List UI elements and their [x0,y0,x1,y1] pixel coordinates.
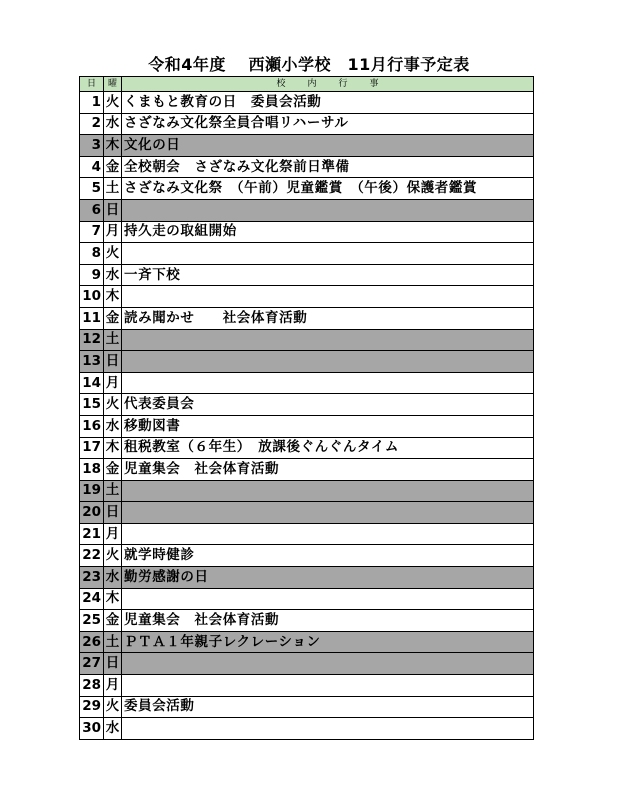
header-events: 校内行事 [122,77,534,92]
event-cell: 持久走の取組開始 [122,221,534,243]
day-cell: 20 [80,502,104,524]
weekday-cell: 日 [104,351,122,373]
event-cell: 一斉下校 [122,264,534,286]
weekday-cell: 土 [104,329,122,351]
table-row [80,696,534,718]
weekday-cell: 月 [104,221,122,243]
day-cell: 11 [80,307,104,329]
event-cell: さざなみ文化祭全員合唱リハーサル [122,113,534,135]
weekday-cell: 金 [104,459,122,481]
weekday-cell: 日 [104,653,122,675]
table-row [80,523,534,545]
day-cell: 3 [80,135,104,157]
weekday-cell: 水 [104,113,122,135]
event-cell: くまもと教育の日 委員会活動 [122,92,534,114]
event-cell [122,286,534,308]
table-row [80,178,534,200]
table-row [80,588,534,610]
table-row [80,610,534,632]
table-row [80,286,534,308]
event-cell: 委員会活動 [122,696,534,718]
event-cell [122,653,534,675]
table-row [80,243,534,265]
weekday-cell: 木 [104,135,122,157]
day-cell: 9 [80,264,104,286]
table-row [80,351,534,373]
table-row [80,502,534,524]
event-cell [122,523,534,545]
table-row [80,480,534,502]
day-cell: 6 [80,199,104,221]
weekday-cell: 火 [104,92,122,114]
weekday-cell: 金 [104,307,122,329]
event-cell: 代表委員会 [122,394,534,416]
table-row [80,135,534,157]
event-cell: 児童集会 社会体育活動 [122,459,534,481]
weekday-cell: 水 [104,415,122,437]
weekday-cell: 火 [104,243,122,265]
event-cell [122,675,534,697]
day-cell: 30 [80,718,104,740]
table-row [80,631,534,653]
event-cell: 全校朝会 さざなみ文化祭前日準備 [122,156,534,178]
event-cell: 勤労感謝の日 [122,567,534,589]
weekday-cell: 水 [104,718,122,740]
weekday-cell: 月 [104,523,122,545]
table-row [80,675,534,697]
day-cell: 12 [80,329,104,351]
event-cell: さざなみ文化祭 （午前）児童鑑賞 （午後）保護者鑑賞 [122,178,534,200]
event-cell [122,372,534,394]
table-row [80,264,534,286]
day-cell: 17 [80,437,104,459]
day-cell: 24 [80,588,104,610]
day-cell: 4 [80,156,104,178]
table-row [80,394,534,416]
day-cell: 7 [80,221,104,243]
weekday-cell: 日 [104,199,122,221]
event-cell: 文化の日 [122,135,534,157]
weekday-cell: 木 [104,286,122,308]
table-row [80,372,534,394]
schedule-body [80,92,534,740]
day-cell: 10 [80,286,104,308]
table-row [80,113,534,135]
event-cell [122,351,534,373]
table-row [80,221,534,243]
day-cell: 19 [80,480,104,502]
table-row [80,567,534,589]
event-cell [122,480,534,502]
event-cell: 児童集会 社会体育活動 [122,610,534,632]
day-cell: 29 [80,696,104,718]
weekday-cell: 火 [104,696,122,718]
event-cell [122,329,534,351]
weekday-cell: 火 [104,545,122,567]
weekday-cell: 火 [104,394,122,416]
weekday-cell: 金 [104,610,122,632]
event-cell: 就学時健診 [122,545,534,567]
day-cell: 26 [80,631,104,653]
day-cell: 8 [80,243,104,265]
day-cell: 25 [80,610,104,632]
table-row [80,156,534,178]
event-cell: 移動図書 [122,415,534,437]
day-cell: 14 [80,372,104,394]
event-cell: 租税教室（６年生） 放課後ぐんぐんタイム [122,437,534,459]
schedule-table [79,76,534,740]
table-row [80,718,534,740]
weekday-cell: 月 [104,372,122,394]
weekday-cell: 木 [104,588,122,610]
page-title: 令和4年度 西瀬小学校 11月行事予定表 [148,55,470,74]
event-cell [122,243,534,265]
table-row [80,653,534,675]
weekday-cell: 土 [104,480,122,502]
day-cell: 18 [80,459,104,481]
day-cell: 16 [80,415,104,437]
table-row [80,545,534,567]
table-row [80,329,534,351]
day-cell: 1 [80,92,104,114]
weekday-cell: 日 [104,502,122,524]
table-row [80,307,534,329]
event-cell: ＰＴＡ１年親子レクレーション [122,631,534,653]
table-row [80,459,534,481]
day-cell: 5 [80,178,104,200]
table-row [80,415,534,437]
event-cell [122,502,534,524]
table-row [80,437,534,459]
day-cell: 27 [80,653,104,675]
weekday-cell: 水 [104,567,122,589]
day-cell: 22 [80,545,104,567]
table-row [80,92,534,114]
day-cell: 13 [80,351,104,373]
table-row [80,199,534,221]
event-cell [122,588,534,610]
day-cell: 23 [80,567,104,589]
event-cell [122,199,534,221]
day-cell: 28 [80,675,104,697]
event-cell: 読み聞かせ 社会体育活動 [122,307,534,329]
weekday-cell: 木 [104,437,122,459]
weekday-cell: 土 [104,178,122,200]
header-weekday: 曜 [104,77,122,92]
header-day: 日 [80,77,104,92]
table-header-row [80,77,534,92]
weekday-cell: 土 [104,631,122,653]
weekday-cell: 水 [104,264,122,286]
day-cell: 21 [80,523,104,545]
weekday-cell: 金 [104,156,122,178]
day-cell: 15 [80,394,104,416]
event-cell [122,718,534,740]
weekday-cell: 月 [104,675,122,697]
day-cell: 2 [80,113,104,135]
